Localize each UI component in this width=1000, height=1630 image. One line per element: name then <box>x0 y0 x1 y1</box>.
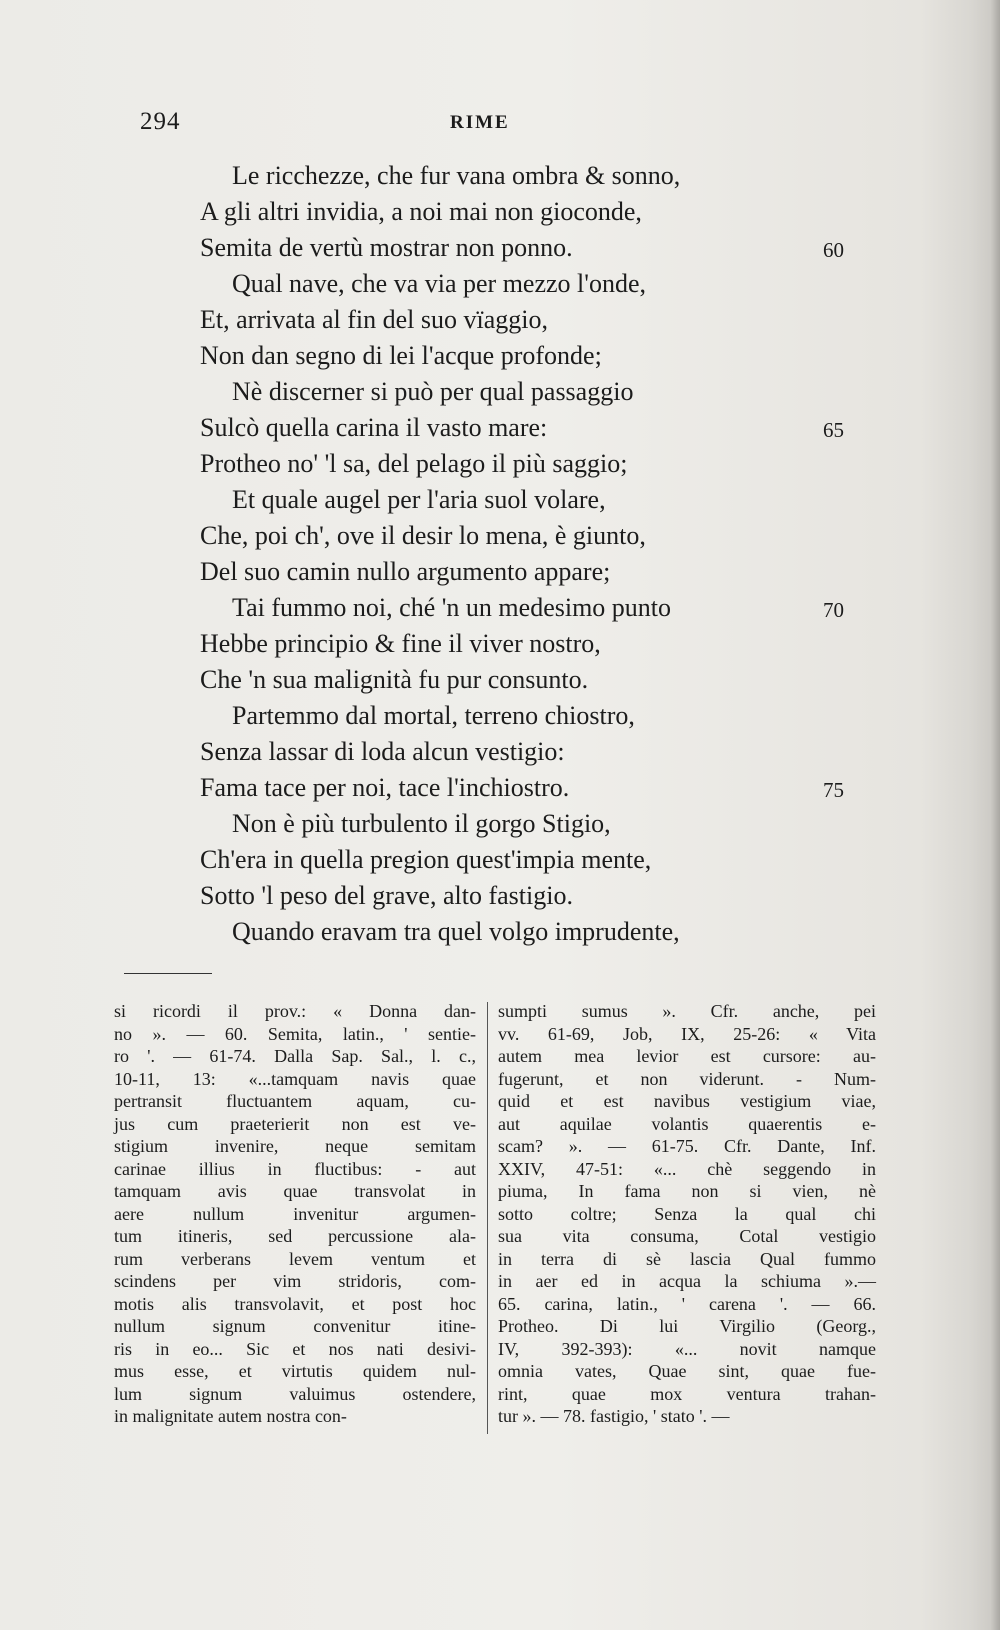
verse-line <box>200 302 900 338</box>
footnote-line: quid et est navibus vestigium viae, <box>498 1091 876 1111</box>
footnote-line: jus cum praeterierit non est ve- <box>114 1113 476 1134</box>
verse-line <box>200 482 900 518</box>
poem-text <box>200 158 900 950</box>
footnote-line: XXIV, 47-51: «... chè seggendo in <box>498 1158 876 1179</box>
verse-line <box>200 626 900 662</box>
verse-text: Che 'n sua malignità fu pur consunto. <box>200 665 589 694</box>
footnotes <box>114 1000 874 1440</box>
verse-line <box>200 338 900 374</box>
verse-text: Non dan segno di lei l'acque profonde; <box>200 341 602 370</box>
verse-text: Sotto 'l peso del grave, alto fastigio. <box>200 881 573 910</box>
verse-text: Tai fummo noi, ché 'n un medesimo punto <box>232 593 672 622</box>
verse-line <box>200 374 900 410</box>
footnotes-left-column <box>114 1000 476 1428</box>
footnote-line: motis alis transvolavit, et post hoc <box>114 1293 476 1314</box>
verse-text: Fama tace per noi, tace l'inchiostro. <box>200 773 570 802</box>
verse-text: Semita de vertù mostrar non ponno. <box>200 233 573 262</box>
footnote-line: sumpti sumus ». Cfr. anche, pei <box>498 1001 876 1021</box>
footnote-separator <box>124 973 212 974</box>
verse-text: Del suo camin nullo argumento appare; <box>200 557 611 586</box>
verse-text: Protheo no' 'l sa, del pelago il più saggio; <box>200 449 628 478</box>
footnote-line: ro '. — 61-74. Dalla Sap. Sal., l. c., <box>114 1046 476 1066</box>
footnote-line: IV, 392-393): «... novit namque <box>498 1338 876 1359</box>
footnote-line: no ». — 60. Semita, latin., ' sentie- <box>114 1023 476 1044</box>
footnote-line: aere nullum invenitur argumen- <box>114 1203 476 1224</box>
verse-line <box>200 842 900 878</box>
footnote-line: in malignitate autem nostra con- <box>114 1406 347 1426</box>
page-number: 294 <box>140 108 181 135</box>
footnote-line: sua vita consuma, Cotal vestigio <box>498 1226 876 1246</box>
verse-text: Ch'era in quella pregion quest'impia mente, <box>200 845 652 874</box>
verse-text: Qual nave, che va via per mezzo l'onde, <box>232 269 646 298</box>
page-header <box>140 108 900 138</box>
page-edge <box>990 0 1000 1630</box>
verse-line <box>200 158 900 194</box>
footnote-line: 65. carina, latin., ' carena '. — 66. <box>498 1293 876 1314</box>
footnote-line: rint, quae mox ventura trahan- <box>498 1383 876 1404</box>
verse-line <box>200 554 900 590</box>
footnote-line: omnia vates, Quae sint, quae fue- <box>498 1361 876 1381</box>
line-number: 60 <box>823 238 844 262</box>
footnote-line: rum verberans levem ventum et <box>114 1248 476 1269</box>
verse-line <box>200 806 900 842</box>
verse-line <box>200 770 900 806</box>
footnote-line: 10-11, 13: «...tamquam navis quae <box>114 1068 476 1089</box>
footnote-line: tur ». — 78. fastigio, ' stato '. — <box>498 1406 730 1426</box>
verse-text: Et, arrivata al fin del suo vïaggio, <box>200 305 549 334</box>
verse-text: Che, poi ch', ove il desir lo mena, è giunto, <box>200 521 646 550</box>
footnote-line: Protheo. Di lui Virgilio (Georg., <box>498 1316 876 1336</box>
footnote-line: carinae illius in fluctibus: - aut <box>114 1158 476 1179</box>
verse-text: Partemmo dal mortal, terreno chiostro, <box>232 701 635 730</box>
footnote-line: mus esse, et virtutis quidem nul- <box>114 1361 476 1381</box>
footnote-line: autem mea levior est cursore: au- <box>498 1046 876 1066</box>
footnote-line: lum signum valuimus ostendere, <box>114 1383 476 1404</box>
verse-text: Non è più turbulento il gorgo Stigio, <box>232 809 611 838</box>
verse-text: Hebbe principio & fine il viver nostro, <box>200 629 601 658</box>
verse-text: Sulcò quella carina il vasto mare: <box>200 413 548 442</box>
footnote-line: fugerunt, et non viderunt. - Num- <box>498 1068 876 1089</box>
footnote-line: piuma, In fama non si vien, nè <box>498 1181 876 1201</box>
verse-line <box>200 914 900 950</box>
line-number: 65 <box>823 418 844 442</box>
footnote-line: si ricordi il prov.: « Donna dan- <box>114 1001 476 1021</box>
footnote-line: sotto coltre; Senza la qual chi <box>498 1203 876 1224</box>
line-number: 70 <box>823 598 844 622</box>
verse-text: Le ricchezze, che fur vana ombra & sonno, <box>232 161 681 190</box>
verse-text: Nè discerner si può per qual passaggio <box>232 377 634 406</box>
footnote-line: stigium invenire, neque semitam <box>114 1136 476 1156</box>
verse-line <box>200 266 900 302</box>
footnote-line: in aer ed in acqua la schiuma ».— <box>498 1271 876 1291</box>
footnote-line: pertransit fluctuantem aquam, cu- <box>114 1091 476 1111</box>
verse-line <box>200 590 900 626</box>
verse-line <box>200 410 900 446</box>
footnotes-right-column <box>498 1000 876 1428</box>
verse-text: A gli altri invidia, a noi mai non gioconde, <box>200 197 642 226</box>
verse-line <box>200 230 900 266</box>
footnote-line: scindens per vim stridoris, com- <box>114 1271 476 1291</box>
footnote-line: scam? ». — 61-75. Cfr. Dante, Inf. <box>498 1136 876 1156</box>
verse-text: Quando eravam tra quel volgo imprudente, <box>232 917 680 946</box>
footnote-line: vv. 61-69, Job, IX, 25-26: « Vita <box>498 1023 876 1044</box>
verse-text: Et quale augel per l'aria suol volare, <box>232 485 606 514</box>
verse-line <box>200 698 900 734</box>
footnote-line: in terra di sè lascia Qual fummo <box>498 1248 876 1269</box>
line-number: 75 <box>823 778 844 802</box>
verse-line <box>200 734 900 770</box>
footnote-line: nullum signum convenitur itine- <box>114 1316 476 1336</box>
verse-line <box>200 878 900 914</box>
verse-line <box>200 662 900 698</box>
running-head: RIME <box>450 112 510 133</box>
column-divider <box>487 1002 488 1434</box>
verse-line <box>200 518 900 554</box>
verse-line <box>200 446 900 482</box>
footnote-line: tamquam avis quae transvolat in <box>114 1181 476 1201</box>
footnote-line: ris in eo... Sic et nos nati desivi- <box>114 1338 476 1359</box>
footnote-line: aut aquilae volantis quaerentis e- <box>498 1113 876 1134</box>
verse-text: Senza lassar di loda alcun vestigio: <box>200 737 565 766</box>
verse-line <box>200 194 900 230</box>
footnote-line: tum itineris, sed percussione ala- <box>114 1226 476 1246</box>
